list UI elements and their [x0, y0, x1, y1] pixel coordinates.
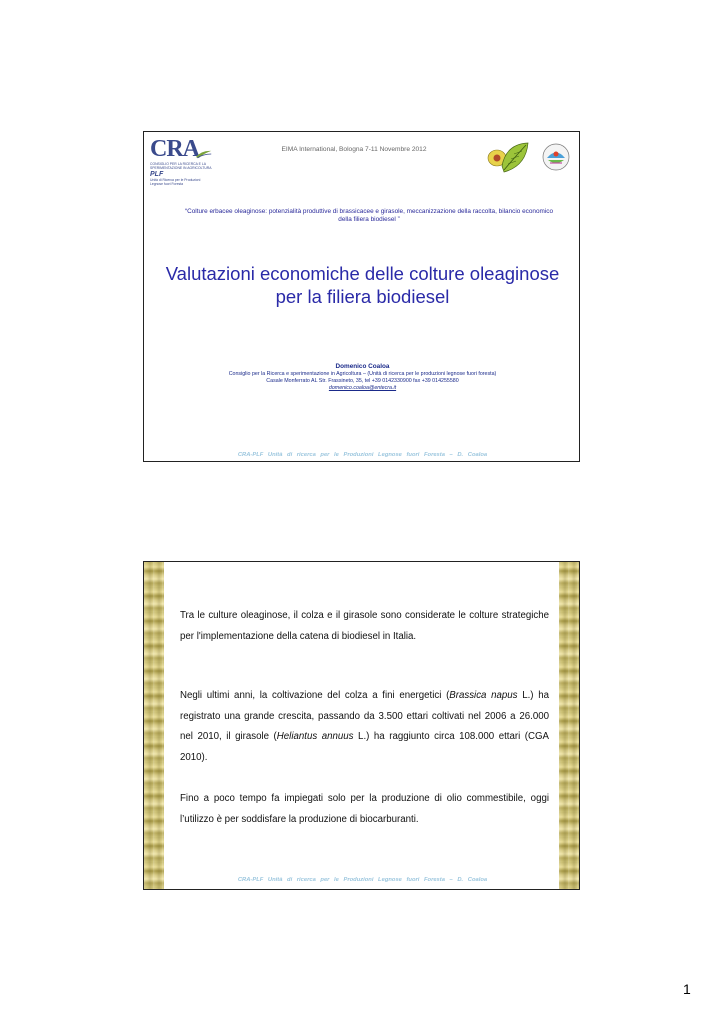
slide-footer: CRA-PLF Unità di ricerca per le Produzioni Legnose fuori Foresta – D. Coaloa	[237, 877, 488, 883]
paragraph-biofuel: Fino a poco tempo fa impiegati solo per la produzione di olio commestibile, oggi l’utilizzo è per soddisfare la produzione di biocarburanti.	[180, 793, 549, 825]
plf-label: PLF	[150, 171, 164, 178]
page-number: 1	[683, 981, 691, 997]
author-affiliation: Consiglio per la Ricerca e sperimentazione in Agricoltura – (Unità di ricerca per le produzioni legnose fuori foresta)	[228, 371, 497, 377]
event-line: EIMA International, Bologna 7-11 Novembre 2012	[281, 146, 427, 153]
slide-2	[143, 561, 580, 890]
cra-logo-text: CRA	[150, 136, 199, 162]
author-name: Domenico Coaloa	[335, 363, 390, 370]
round-logo-icon	[542, 143, 570, 171]
species-heliantus-annuus: Heliantus annuus	[276, 731, 354, 742]
cra-plf-logo	[150, 138, 212, 187]
decorative-flower-strip-left	[144, 562, 164, 889]
author-address: Casale Monferrato AL Str. Frassineto, 35, tel +39 0142330900 fax +39 014255580	[266, 378, 459, 385]
decorative-flower-strip-right	[559, 562, 579, 889]
para2-text-b: L.) ha registrato una grande crescita, passando da 3.500 ettari coltivati nel 2006 a 26.000 nel 2010, il girasole (	[180, 690, 549, 742]
plf-subtitle: Unità di Ricerca per le Produzioni Legnose fuori Foresta	[150, 178, 201, 187]
leaf-logo-icon	[486, 140, 530, 178]
title-line-2: per la filiera biodiesel	[275, 286, 450, 307]
title-line-1: Valutazioni economiche delle colture oleaginose	[165, 263, 560, 284]
paragraph-intro: Tra le culture oleaginose, il colza e il girasole sono considerate le colture strategiche per l'implementazione della catena di biodiesel in Italia.	[180, 610, 549, 642]
cra-logo-subtitle: CONSIGLIO PER LA RICERCA E LA SPERIMENTAZIONE IN AGRICOLTURA	[150, 162, 212, 170]
conference-subtitle: “Colture erbacee oleaginose: potenzialità produttive di brassicacee e girasole, meccanizzazione della raccolta, bilancio economico della filiera biodiesel ”	[184, 208, 554, 224]
presentation-title	[144, 262, 580, 308]
paragraph-cultivation	[180, 686, 549, 768]
slide-footer: CRA-PLF Unità di ricerca per le Produzioni Legnose fuori Foresta – D. Coaloa	[237, 452, 488, 458]
para2-text-c: L.) ha raggiunto circa 108.000 ettari (CGA 2010).	[180, 731, 549, 763]
para2-text-a: Negli ultimi anni, la coltivazione del colza a fini energetici (	[180, 690, 450, 701]
species-brassica-napus: Brassica napus	[449, 690, 518, 701]
author-email-link[interactable]: domenico.coaloa@entecra.it	[328, 385, 397, 392]
slide-1	[143, 131, 580, 462]
cra-swoosh-icon	[195, 148, 212, 160]
author-block	[174, 362, 551, 393]
